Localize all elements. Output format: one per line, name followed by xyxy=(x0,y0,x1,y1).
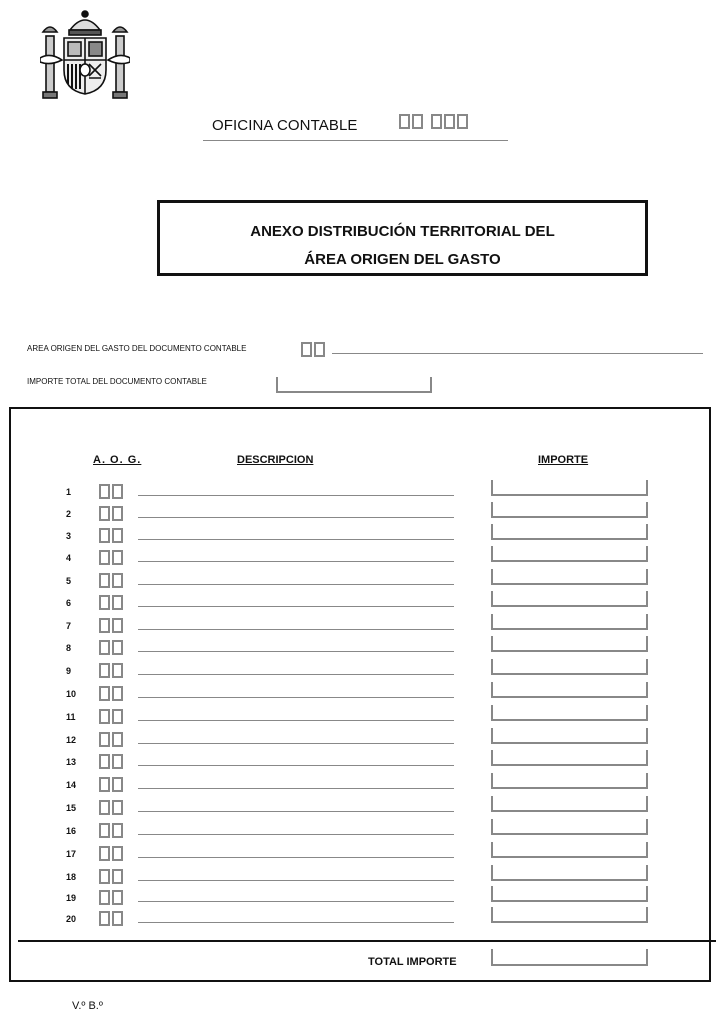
row-number: 4 xyxy=(66,553,72,563)
row-descripcion-line[interactable] xyxy=(138,517,454,518)
row-importe-field[interactable] xyxy=(491,886,648,902)
row-number: 19 xyxy=(66,893,77,903)
row-aog-code-field[interactable] xyxy=(99,550,123,565)
row-importe-field[interactable] xyxy=(491,728,648,744)
row-aog-code-field[interactable] xyxy=(99,686,123,701)
header-descripcion: DESCRIPCION xyxy=(237,454,314,466)
row-importe-field[interactable] xyxy=(491,705,648,721)
row-aog-code-field[interactable] xyxy=(99,506,123,521)
row-descripcion-line[interactable] xyxy=(138,901,454,902)
row-importe-field[interactable] xyxy=(491,614,648,630)
coat-of-arms-icon xyxy=(40,8,130,102)
row-descripcion-line[interactable] xyxy=(138,629,454,630)
row-number: 13 xyxy=(66,757,77,767)
row-number: 12 xyxy=(66,735,77,745)
row-aog-code-field[interactable] xyxy=(99,823,123,838)
row-number: 17 xyxy=(66,849,77,859)
importe-total-label: IMPORTE TOTAL DEL DOCUMENTO CONTABLE xyxy=(27,377,207,386)
row-number: 2 xyxy=(66,509,72,519)
table-row xyxy=(0,911,720,933)
row-importe-field[interactable] xyxy=(491,682,648,698)
row-number: 16 xyxy=(66,826,77,836)
row-aog-code-field[interactable] xyxy=(99,640,123,655)
title-box xyxy=(157,200,648,276)
total-separator xyxy=(18,940,716,942)
row-importe-field[interactable] xyxy=(491,546,648,562)
row-number: 9 xyxy=(66,666,72,676)
row-importe-field[interactable] xyxy=(491,480,648,496)
area-origen-code-field[interactable] xyxy=(301,342,325,357)
row-importe-field[interactable] xyxy=(491,750,648,766)
row-descripcion-line[interactable] xyxy=(138,857,454,858)
row-number: 15 xyxy=(66,803,77,813)
row-importe-field[interactable] xyxy=(491,524,648,540)
row-descripcion-line[interactable] xyxy=(138,922,454,923)
row-descripcion-line[interactable] xyxy=(138,880,454,881)
row-aog-code-field[interactable] xyxy=(99,484,123,499)
row-aog-code-field[interactable] xyxy=(99,618,123,633)
row-descripcion-line[interactable] xyxy=(138,495,454,496)
row-descripcion-line[interactable] xyxy=(138,834,454,835)
row-number: 8 xyxy=(66,643,72,653)
header-importe: IMPORTE xyxy=(538,454,589,466)
row-importe-field[interactable] xyxy=(491,865,648,881)
oficina-underline xyxy=(203,140,508,141)
row-number: 14 xyxy=(66,780,77,790)
row-aog-code-field[interactable] xyxy=(99,846,123,861)
row-importe-field[interactable] xyxy=(491,636,648,652)
row-number: 10 xyxy=(66,689,77,699)
row-importe-field[interactable] xyxy=(491,659,648,675)
title-line-2: ÁREA ORIGEN DEL GASTO xyxy=(304,251,501,268)
row-number: 11 xyxy=(66,712,76,722)
row-number: 20 xyxy=(66,914,77,924)
total-importe-label: TOTAL IMPORTE xyxy=(368,956,457,968)
total-importe-field[interactable] xyxy=(491,949,648,966)
oficina-contable-label: OFICINA CONTABLE xyxy=(212,117,358,134)
row-aog-code-field[interactable] xyxy=(99,528,123,543)
row-importe-field[interactable] xyxy=(491,907,648,923)
header-aog: A. O. G. xyxy=(93,454,142,466)
area-origen-label: AREA ORIGEN DEL GASTO DEL DOCUMENTO CONTABLE xyxy=(27,344,247,353)
row-descripcion-line[interactable] xyxy=(138,720,454,721)
row-aog-code-field[interactable] xyxy=(99,663,123,678)
row-aog-code-field[interactable] xyxy=(99,573,123,588)
row-descripcion-line[interactable] xyxy=(138,765,454,766)
row-descripcion-line[interactable] xyxy=(138,674,454,675)
row-aog-code-field[interactable] xyxy=(99,754,123,769)
row-importe-field[interactable] xyxy=(491,842,648,858)
row-descripcion-line[interactable] xyxy=(138,539,454,540)
row-importe-field[interactable] xyxy=(491,569,648,585)
visto-bueno-label: V.º B.º xyxy=(72,1000,103,1012)
row-aog-code-field[interactable] xyxy=(99,890,123,905)
row-number: 1 xyxy=(66,487,72,497)
row-descripcion-line[interactable] xyxy=(138,606,454,607)
importe-total-field[interactable] xyxy=(276,377,432,393)
title-line-1: ANEXO DISTRIBUCIÓN TERRITORIAL DEL xyxy=(250,223,555,240)
row-descripcion-line[interactable] xyxy=(138,584,454,585)
row-descripcion-line[interactable] xyxy=(138,811,454,812)
row-aog-code-field[interactable] xyxy=(99,777,123,792)
row-number: 3 xyxy=(66,531,72,541)
row-aog-code-field[interactable] xyxy=(99,709,123,724)
row-aog-code-field[interactable] xyxy=(99,732,123,747)
row-number: 18 xyxy=(66,872,77,882)
row-aog-code-field[interactable] xyxy=(99,911,123,926)
row-descripcion-line[interactable] xyxy=(138,788,454,789)
row-descripcion-line[interactable] xyxy=(138,651,454,652)
row-aog-code-field[interactable] xyxy=(99,869,123,884)
row-aog-code-field[interactable] xyxy=(99,595,123,610)
row-importe-field[interactable] xyxy=(491,502,648,518)
row-number: 6 xyxy=(66,598,72,608)
row-number: 7 xyxy=(66,621,72,631)
row-aog-code-field[interactable] xyxy=(99,800,123,815)
row-descripcion-line[interactable] xyxy=(138,697,454,698)
area-origen-description-line[interactable] xyxy=(332,353,703,354)
row-descripcion-line[interactable] xyxy=(138,743,454,744)
row-importe-field[interactable] xyxy=(491,773,648,789)
row-importe-field[interactable] xyxy=(491,819,648,835)
row-number: 5 xyxy=(66,576,72,586)
oficina-contable-code-field[interactable] xyxy=(399,114,468,129)
row-importe-field[interactable] xyxy=(491,591,648,607)
row-importe-field[interactable] xyxy=(491,796,648,812)
row-descripcion-line[interactable] xyxy=(138,561,454,562)
